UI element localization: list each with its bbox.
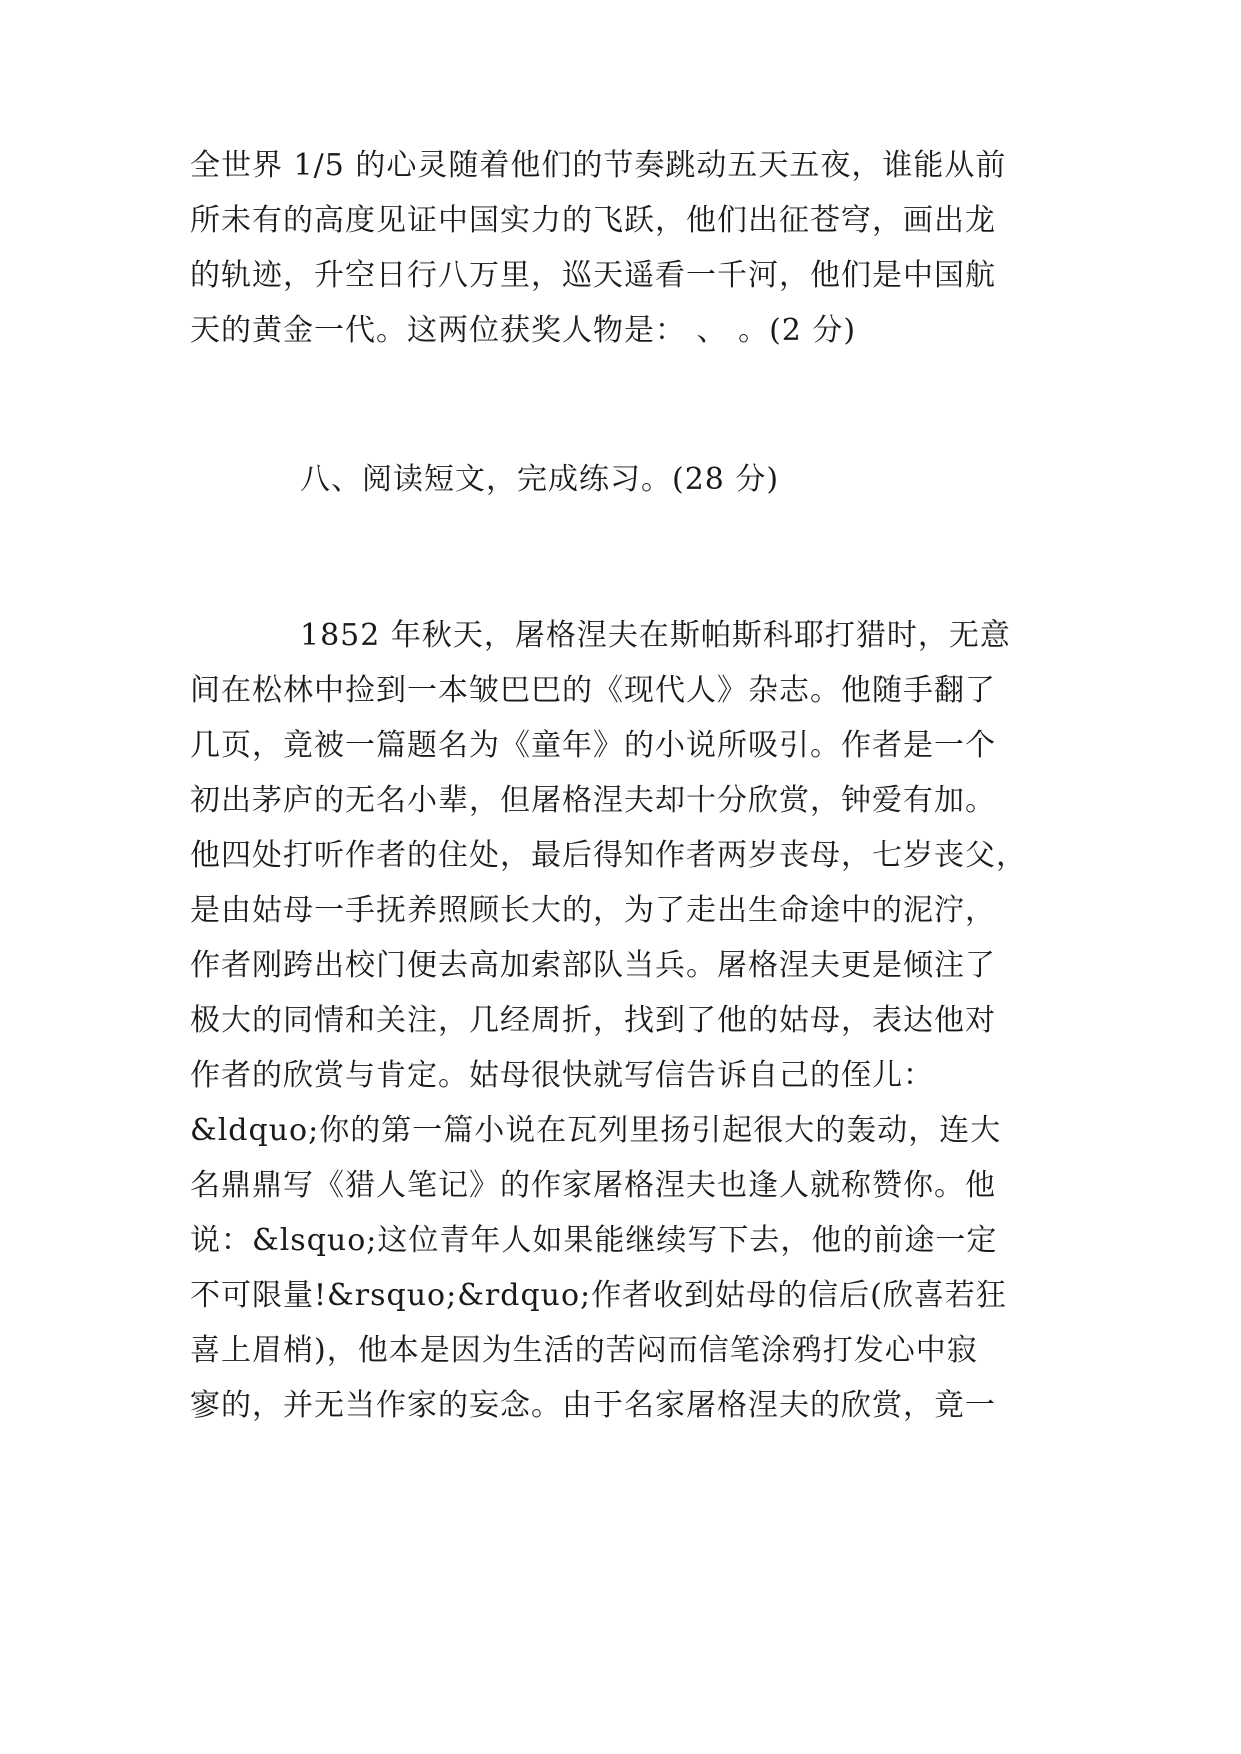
text-line: 间在松林中捡到一本皱巴巴的《现代人》杂志。他随手翻了 <box>190 673 996 708</box>
text-line: 1852 年秋天，屠格涅夫在斯帕斯科耶打猎时，无意 <box>300 618 1011 653</box>
text-line: 极大的同情和关注，几经周折，找到了他的姑母，表达他对 <box>190 1003 996 1038</box>
text-line: 所未有的高度见证中国实力的飞跃，他们出征苍穹，画出龙 <box>190 203 996 238</box>
text-line: 作者的欣赏与肯定。姑母很快就写信告诉自己的侄儿： <box>190 1058 934 1093</box>
text-line: &ldquo;你的第一篇小说在瓦列里扬引起很大的轰动，连大 <box>190 1113 1002 1148</box>
text-line: 初出茅庐的无名小辈，但屠格涅夫却十分欣赏，钟爱有加。 <box>190 783 996 818</box>
text-line: 寥的，并无当作家的妄念。由于名家屠格涅夫的欣赏，竟一 <box>190 1388 996 1423</box>
text-line: 说：&lsquo;这位青年人如果能继续写下去，他的前途一定 <box>190 1223 998 1258</box>
text-line: 是由姑母一手抚养照顾长大的，为了走出生命途中的泥泞， <box>190 893 996 928</box>
section-heading: 八、阅读短文，完成练习。(28 分) <box>300 462 780 497</box>
text-line: 不可限量!&rsquo;&rdquo;作者收到姑母的信后(欣喜若狂 <box>190 1278 1007 1313</box>
text-line: 全世界 1/5 的心灵随着他们的节奏跳动五天五夜，谁能从前 <box>190 148 1007 183</box>
text-line: 作者刚跨出校门便去高加索部队当兵。屠格涅夫更是倾注了 <box>190 948 996 983</box>
text-line: 他四处打听作者的住处，最后得知作者两岁丧母，七岁丧父， <box>190 838 1027 873</box>
text-line: 的轨迹，升空日行八万里，巡天遥看一千河，他们是中国航 <box>190 258 996 293</box>
text-line: 几页，竟被一篇题名为《童年》的小说所吸引。作者是一个 <box>190 728 996 763</box>
text-line: 天的黄金一代。这两位获奖人物是： 、 。(2 分) <box>190 313 857 348</box>
text-line: 名鼎鼎写《猎人笔记》的作家屠格涅夫也逢人就称赞你。他 <box>190 1168 996 1203</box>
text-line: 喜上眉梢)，他本是因为生活的苦闷而信笔涂鸦打发心中寂 <box>190 1333 978 1368</box>
